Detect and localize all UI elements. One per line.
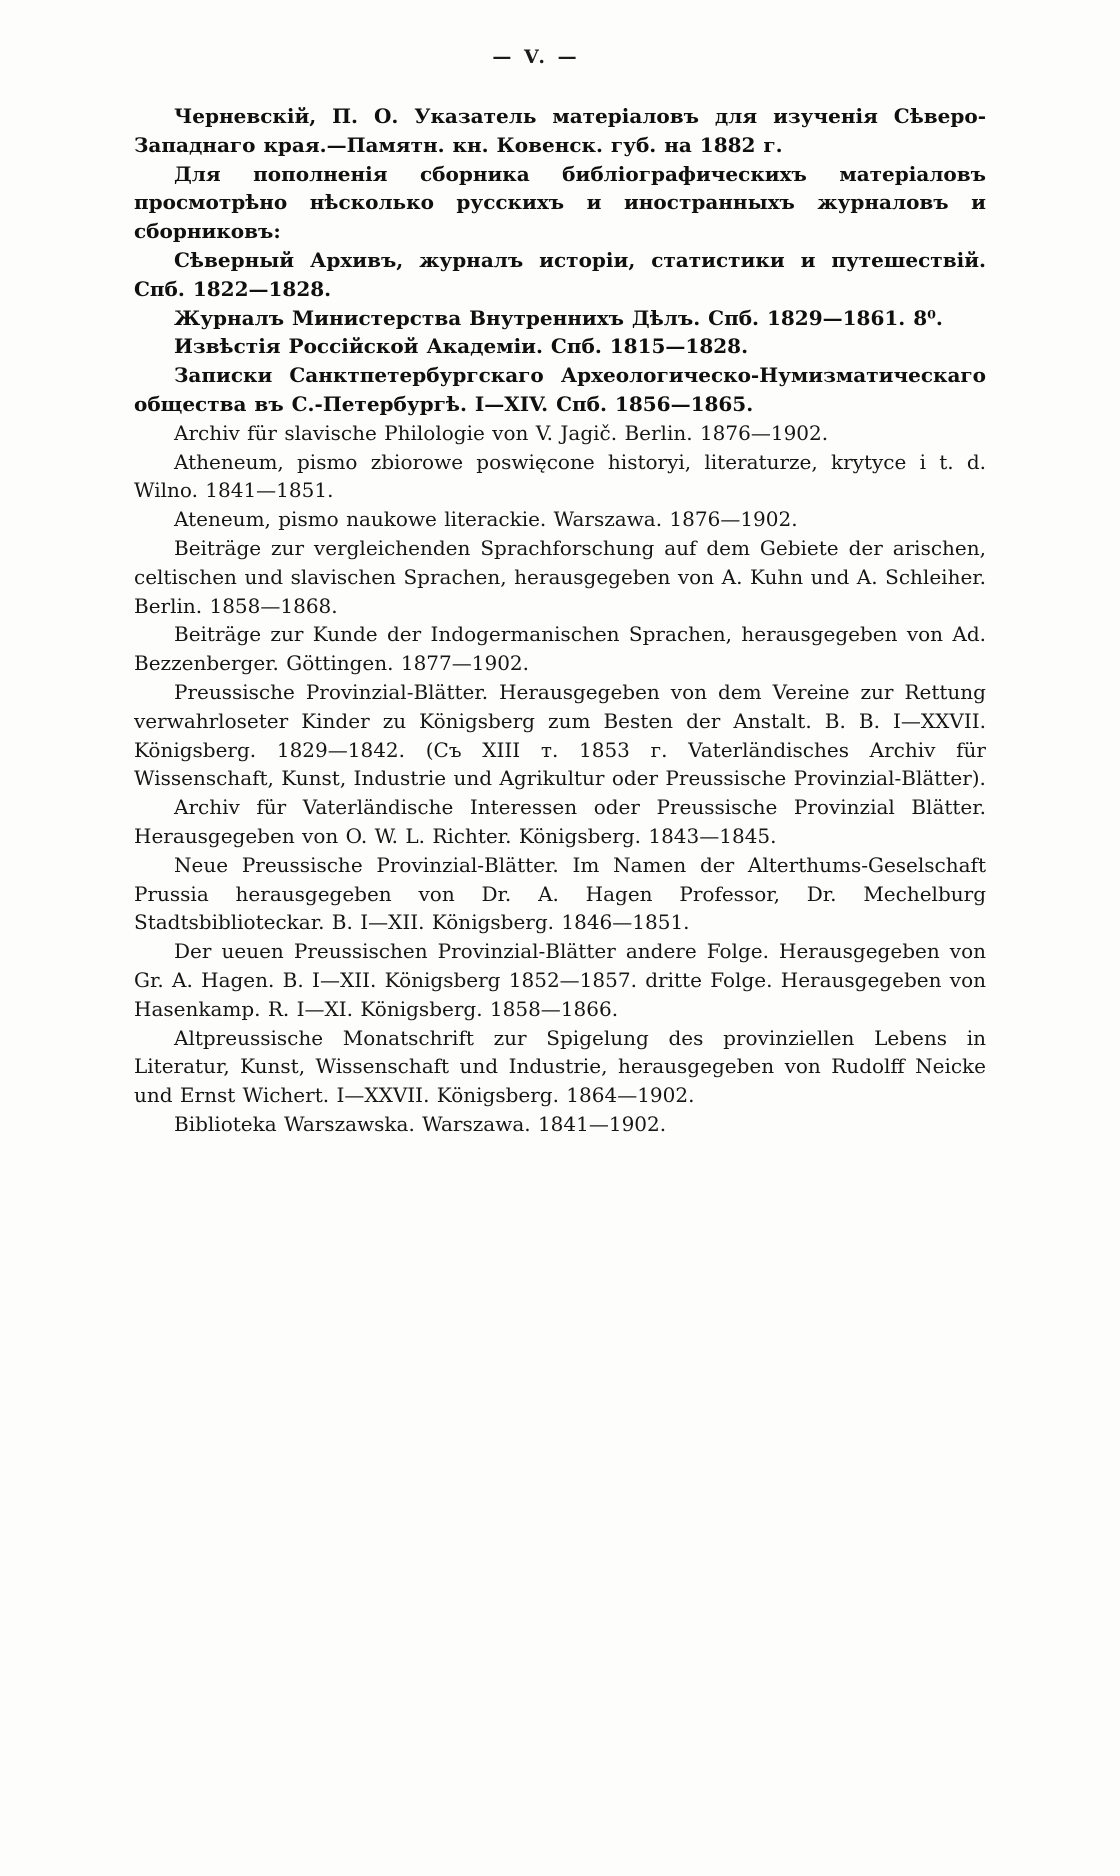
entry-atheneum-wilno: Atheneum, pismo zbiorowe poswięcone historyi, literaturze, krytyce i t. d. Wilno. 1841—1851. <box>134 449 986 503</box>
entry-preussische-provinzial-blaetter: Preussische Provinzial-Blätter. Herausgegeben von dem Vereine zur Rettung verwahrloseter Kinder zu Königsberg zum Besten der Anstalt. B. B. I—XXVII. Königsberg. 1829—1842. (Съ XIII т. 1853 г. Vaterländisches Archiv für Wissenschaft, Kunst, Industrie und Agrikultur oder Preussische Provinzial-Blätter). <box>134 679 986 791</box>
entry-zhurnal-ministerstva: Журналъ Министерства Внутреннихъ Дѣлъ. Спб. 1829—1861. 8⁰. <box>174 305 943 330</box>
entry-beitraege-indogermanische: Beiträge zur Kunde der Indogermanischen Sprachen, herausgegeben von Ad. Bezzenberger. Göttingen. 1877—1902. <box>134 622 986 676</box>
entry-neue-preussische-blaetter: Neue Preussische Provinzial-Blätter. Im Namen der Alterthums-Geselschaft Prussia herausgegeben von Dr. A. Hagen Professor, Dr. Mechelburg Stadtsbiblioteckar. B. I—XII. Königsberg. 1846—1851. <box>134 852 986 935</box>
entry-zapiski-obshchestva: Записки Санктпетербургскаго Археологическо-Нумизматическаго общества въ С.-Петербургѣ. I—XIV. Спб. 1856—1865. <box>134 363 986 416</box>
entry-izvestiya-akademii: Извѣстія Россійской Академіи. Спб. 1815—1828. <box>174 334 749 359</box>
entry-archiv-slavische-philologie: Archiv für slavische Philologie von V. Jagič. Berlin. 1876—1902. <box>174 420 829 445</box>
bibliography-text-block <box>134 102 986 1139</box>
entry-beitraege-sprachforschung: Beiträge zur vergleichenden Sprachforschung auf dem Gebiete der arischen, celtischen und slavischen Sprachen, herausgegeben von A. Kuhn und A. Schleiher. Berlin. 1858—1868. <box>134 535 986 618</box>
entry-altpreussische-monatschrift: Altpreussische Monatschrift zur Spigelung des provinziellen Lebens in Literatur, Kunst, Wissenschaft und Industrie, herausgegeben von Rudolff Neicke und Ernst Wichert. I—XXVII. Königsberg. 1864—1902. <box>134 1025 986 1108</box>
entry-chernevsky-ukazatel: Черневскій, П. О. Указатель матеріаловъ для изученія Сѣверо-Западнаго края.—Памятн. кн. Ковенск. губ. на 1882 г. <box>134 104 986 157</box>
entry-ateneum-warszawa: Ateneum, pismo naukowe literackie. Warszawa. 1876—1902. <box>174 507 798 532</box>
entry-severny-arkhiv: Сѣверный Архивъ, журналъ исторіи, статистики и путешествій. Спб. 1822—1828. <box>134 247 986 301</box>
entry-provinzial-blaetter-folgen: Der ueuen Preussischen Provinzial-Blätter andere Folge. Herausgegeben von Gr. A. Hagen. B. I—XII. Königsberg 1852—1857. dritte Folge. Herausgegeben von Hasenkamp. R. I—XI. Königsberg. 1858—1866. <box>134 939 986 1021</box>
page-number: — V. — <box>492 46 580 68</box>
entry-archiv-vaterlaendische-interessen: Archiv für Vaterländische Interessen oder Preussische Provinzial Blätter. Herausgegeben von O. W. L. Richter. Königsberg. 1843—1845. <box>134 795 986 848</box>
paragraph-note-sources: Для пополненія сборника библіографическихъ матеріаловъ просмотрѣно нѣсколько русскихъ и иностранныхъ журналовъ и сборниковъ: <box>134 161 986 244</box>
entry-biblioteka-warszawska: Biblioteka Warszawska. Warszawa. 1841—1902. <box>174 1111 667 1136</box>
